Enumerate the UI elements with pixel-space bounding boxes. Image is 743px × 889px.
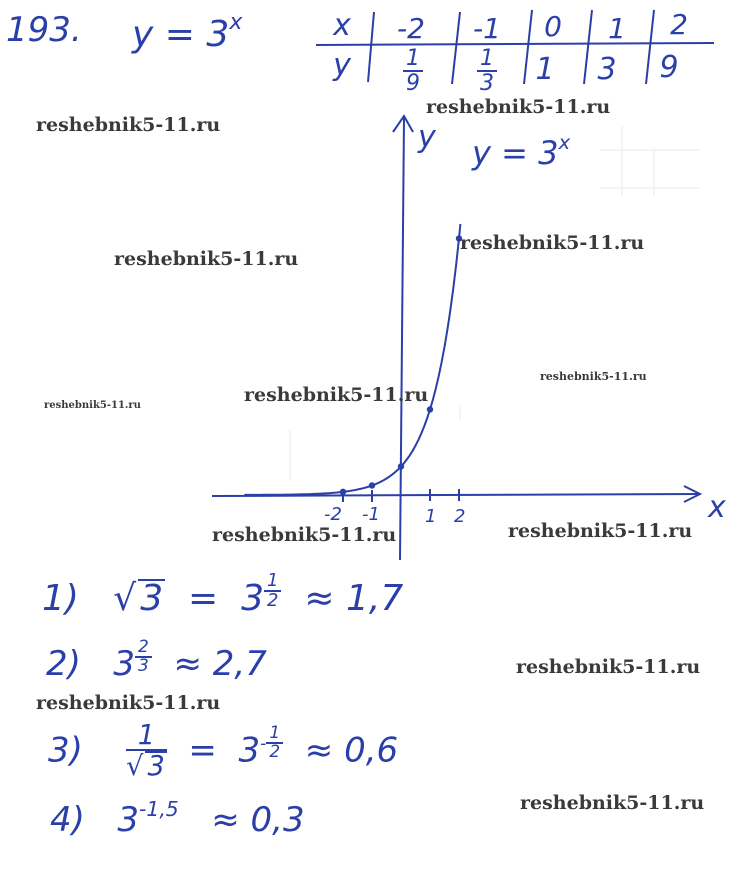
- table-x-value: 0: [544, 10, 562, 43]
- table-y-value: 3: [597, 52, 617, 87]
- tick-label: 1: [425, 506, 437, 527]
- table-y-value: $\frac{1}{9}$: [388, 48, 438, 95]
- curve-point: [340, 489, 346, 495]
- watermark: reshebnik5-11.ru: [426, 96, 611, 118]
- answer-3: 3) $\frac{1}{√ 3}$ = $3^{- \frac{1}{2}}$ ≈ 0,6: [48, 720, 399, 783]
- function-eq: =: [164, 14, 195, 55]
- table-y-value: $\frac{1}{3}$: [462, 48, 512, 95]
- table-x-label: x: [333, 8, 351, 43]
- table-x-value: 1: [608, 12, 626, 45]
- curve-point: [427, 406, 433, 412]
- watermark: reshebnik5-11.ru: [460, 232, 645, 254]
- watermark: reshebnik5-11.ru: [244, 384, 429, 406]
- tick-label: 2: [454, 506, 466, 527]
- curve-label: $y = 3^x$: [472, 131, 571, 172]
- curve-point: [369, 482, 375, 488]
- watermark: reshebnik5-11.ru: [36, 692, 221, 714]
- watermark: reshebnik5-11.ru: [212, 524, 397, 546]
- y-axis: [400, 118, 404, 560]
- function-lhs: y: [132, 14, 154, 55]
- table-y-value: 1: [535, 52, 555, 87]
- function-exponent: x: [229, 9, 243, 36]
- watermark: reshebnik5-11.ru: [508, 520, 693, 542]
- tick-label: -2: [324, 504, 342, 525]
- y-axis-label: y: [418, 120, 436, 155]
- answer-4: 4) $3^{-1,5}$ ≈ 0,3: [50, 796, 305, 840]
- table-y-value: 9: [659, 50, 679, 85]
- table-x-value: 2: [670, 8, 688, 41]
- table-y-label: y: [333, 48, 351, 83]
- answer-2: 2) 3 $^{\frac{2}{3}}$ ≈ 2,7: [46, 636, 267, 684]
- function-base: 3: [206, 14, 230, 55]
- problem-number: 193.: [6, 10, 82, 50]
- table-x-value: -1: [473, 12, 501, 45]
- table-x-value: -2: [397, 12, 425, 45]
- watermark: reshebnik5-11.ru: [44, 400, 141, 411]
- watermark: reshebnik5-11.ru: [540, 370, 647, 383]
- watermark: reshebnik5-11.ru: [520, 792, 705, 814]
- watermark: reshebnik5-11.ru: [516, 656, 701, 678]
- tick-label: -1: [362, 504, 380, 525]
- x-axis-label: x: [708, 490, 726, 525]
- answer-1: 1) √ 3 = 3 $^{\frac{1}{2}}$ ≈ 1,7: [42, 570, 404, 619]
- faint-grid: [290, 126, 700, 480]
- curve-point: [398, 463, 404, 469]
- watermark: reshebnik5-11.ru: [36, 114, 221, 136]
- watermark: reshebnik5-11.ru: [114, 248, 299, 270]
